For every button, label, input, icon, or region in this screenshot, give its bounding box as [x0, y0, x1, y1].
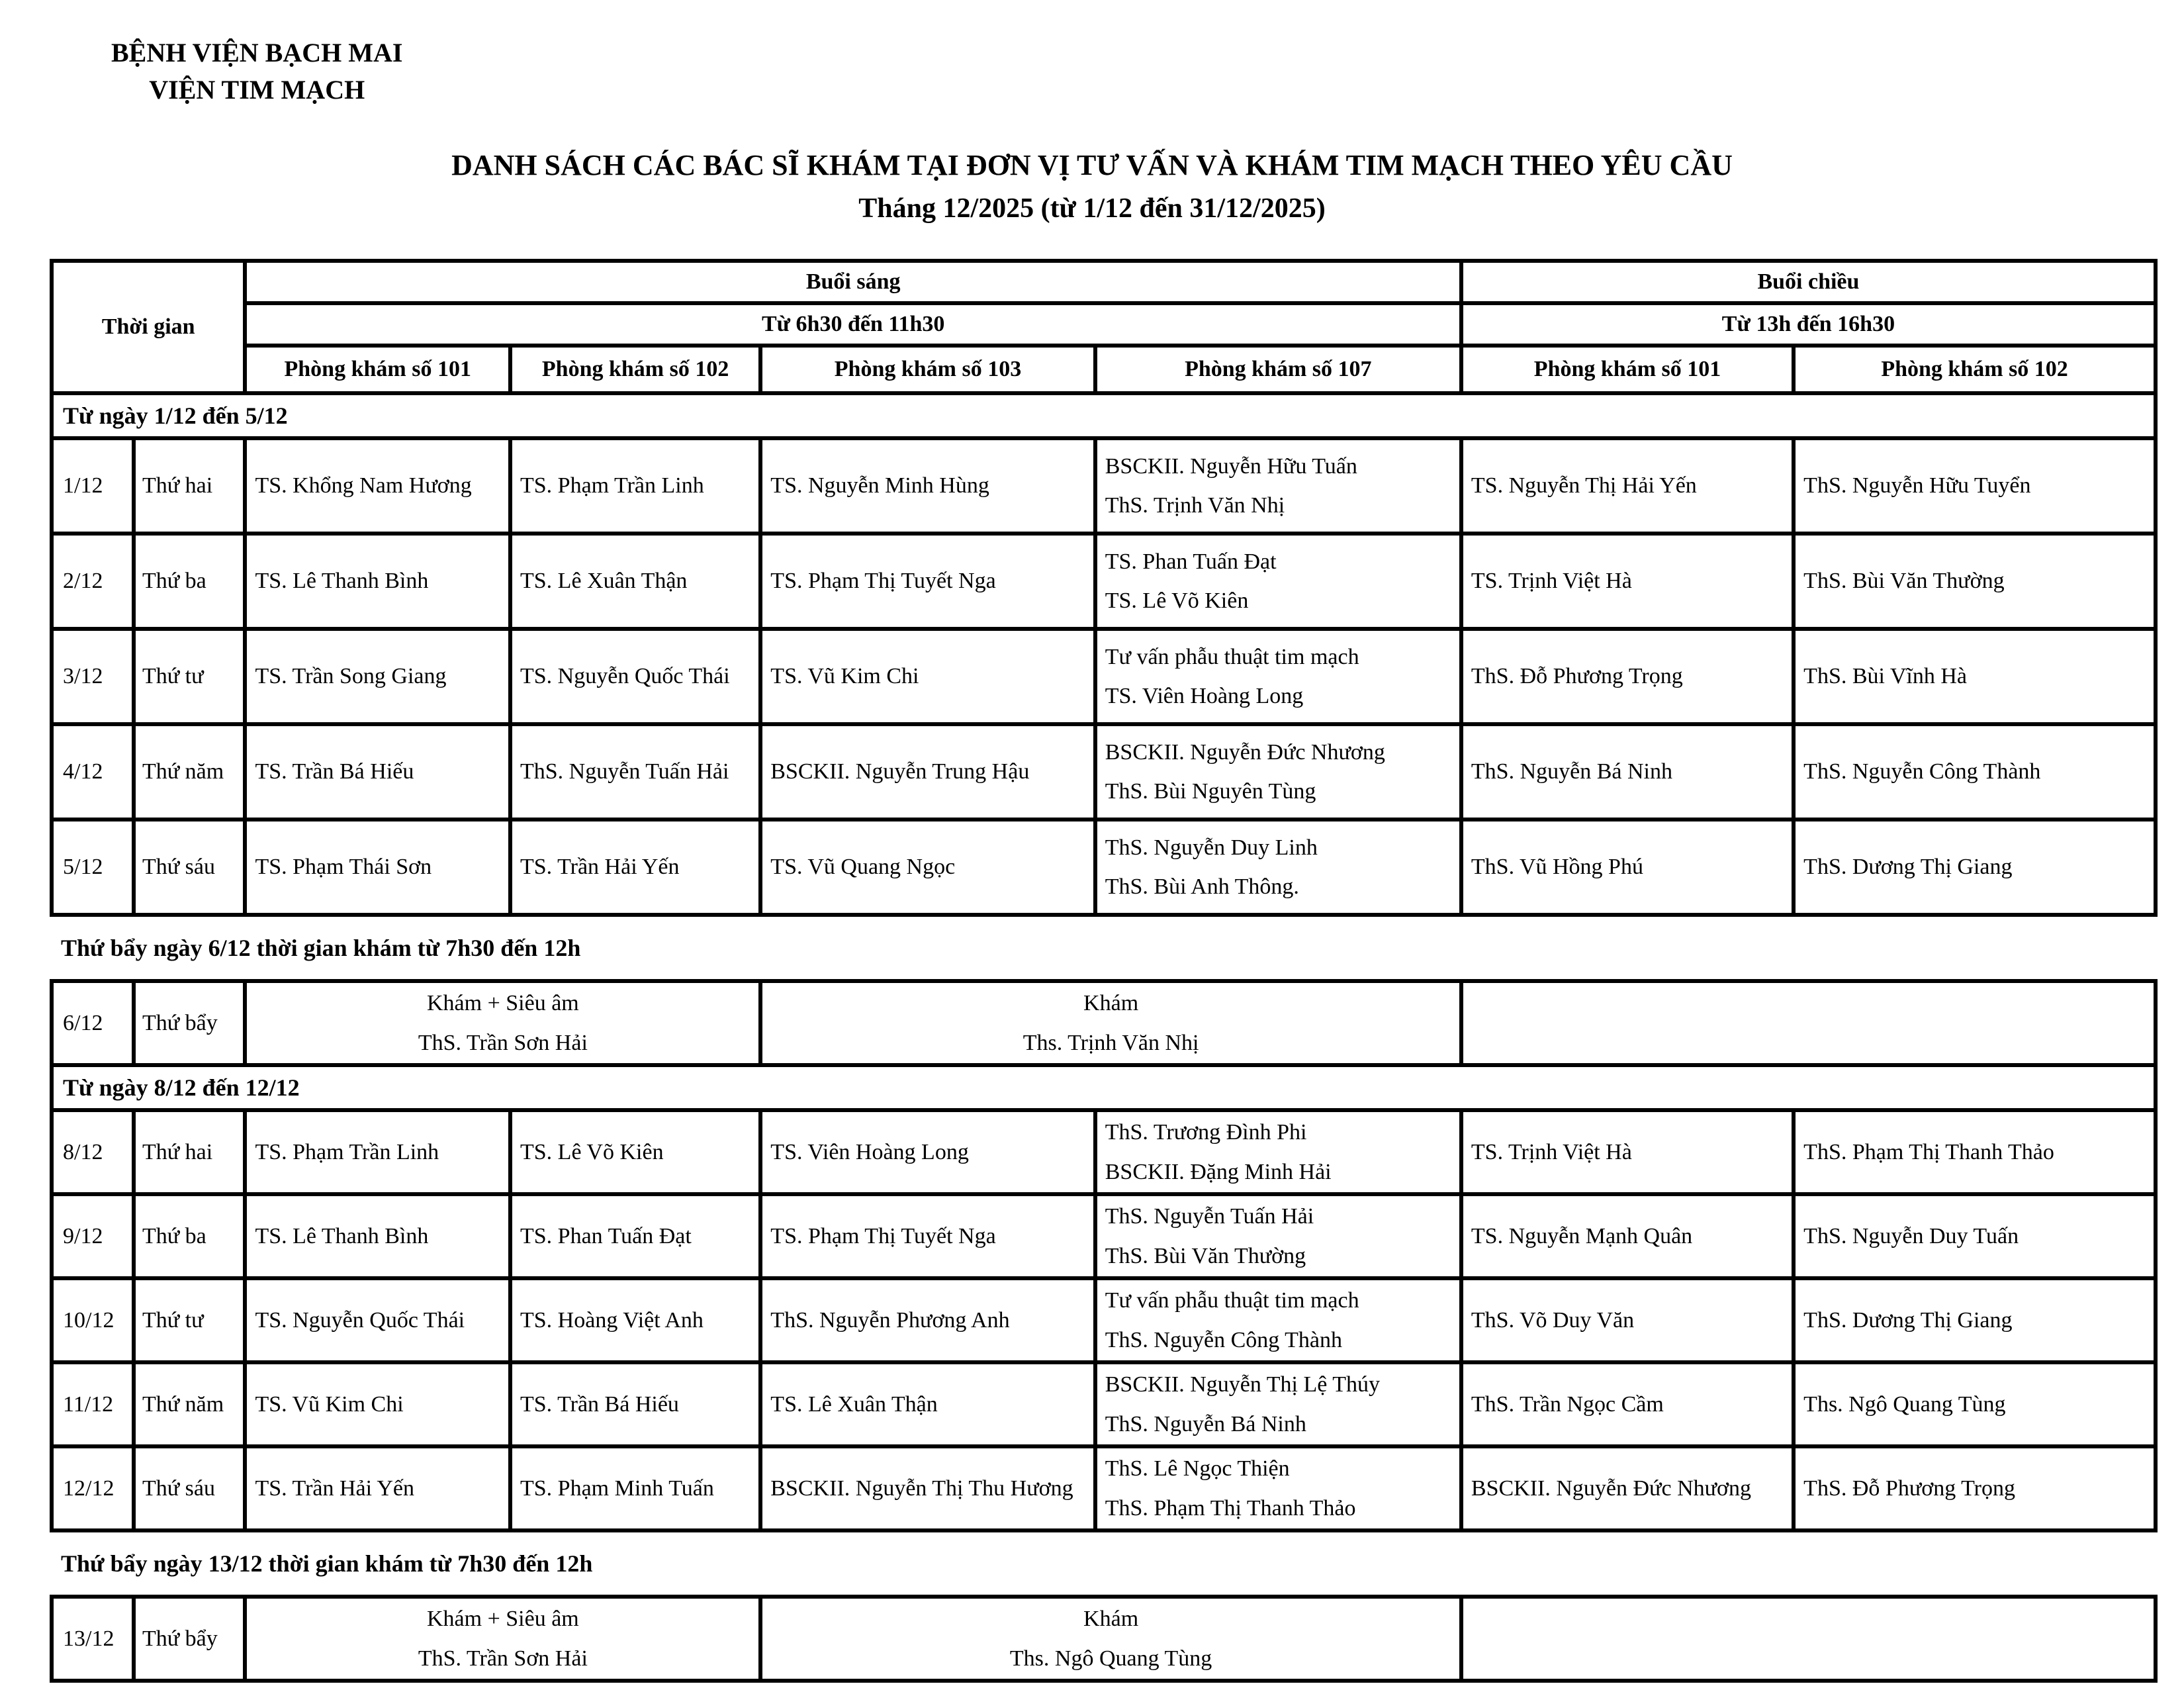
doctor-cell-m107	[1095, 1446, 1461, 1530]
date-cell: 1/12	[52, 438, 134, 534]
doctor-cell-m103: BSCKII. Nguyễn Trung Hậu	[760, 724, 1095, 820]
doctor-cell-a101: BSCKII. Nguyễn Đức Nhương	[1461, 1446, 1794, 1530]
doctor-cell-a102: ThS. Nguyễn Công Thành	[1794, 724, 2156, 820]
table-row	[52, 820, 2156, 915]
room-header-afternoon-101: Phòng khám số 101	[1461, 346, 1794, 393]
doctor-cell-a102: Ths. Ngô Quang Tùng	[1794, 1362, 2156, 1446]
doctor-cell-m103: TS. Vũ Quang Ngọc	[760, 820, 1095, 915]
doctor-cell-m101: TS. Phạm Thái Sơn	[245, 820, 510, 915]
hospital-name: BỆNH VIỆN BẠCH MAI	[111, 38, 403, 68]
day-cell: Thứ năm	[134, 724, 245, 820]
doctor-cell-m101: TS. Trần Song Giang	[245, 629, 510, 724]
date-cell: 9/12	[52, 1194, 134, 1278]
morning-header: Buổi sáng	[245, 261, 1461, 303]
table-row	[52, 724, 2156, 820]
date-cell: 5/12	[52, 820, 134, 915]
doctor-cell-m103: TS. Nguyễn Minh Hùng	[760, 438, 1095, 534]
afternoon-hours: Từ 13h đến 16h30	[1461, 303, 2156, 346]
document-title	[0, 148, 2184, 224]
doctor-cell-m101: TS. Phạm Trần Linh	[245, 1110, 510, 1194]
doctor-cell-m107	[1095, 820, 1461, 915]
service-line: Khám	[1083, 991, 1139, 1015]
doctor-cell-a101: TS. Nguyễn Mạnh Quân	[1461, 1194, 1794, 1278]
day-cell: Thứ hai	[134, 438, 245, 534]
date-cell: 11/12	[52, 1362, 134, 1446]
day-cell: Thứ hai	[134, 1110, 245, 1194]
day-cell: Thứ năm	[134, 1362, 245, 1446]
doctor-cell-m107	[1095, 1194, 1461, 1278]
table-row	[52, 438, 2156, 534]
day-cell: Thứ ba	[134, 534, 245, 629]
doctor-cell-a101: ThS. Võ Duy Văn	[1461, 1278, 1794, 1362]
doctor-cell-m107	[1095, 438, 1461, 534]
date-cell: 6/12	[52, 981, 134, 1065]
doctor-cell-a101: TS. Nguyễn Thị Hải Yến	[1461, 438, 1794, 534]
doctor-line: ThS. Bùi Văn Thường	[1105, 1243, 1306, 1268]
doctor-cell-m102: TS. Hoàng Việt Anh	[510, 1278, 760, 1362]
doctor-line: TS. Phan Tuấn Đạt	[1105, 549, 1277, 574]
saturday-row	[52, 981, 2156, 1065]
doctor-cell-m101: TS. Trần Bá Hiếu	[245, 724, 510, 820]
doctor-line: BSCKII. Nguyễn Đức Nhương	[1105, 739, 1385, 765]
section-band-row	[52, 393, 2156, 438]
doctor-line: ThS. Trần Sơn Hải	[418, 1646, 588, 1671]
doctor-cell-m107	[1095, 724, 1461, 820]
doctor-cell-a102: ThS. Bùi Vĩnh Hà	[1794, 629, 2156, 724]
schedule-table-week2	[50, 979, 2158, 1532]
doctor-line: ThS. Trịnh Văn Nhị	[1105, 493, 1285, 518]
doctor-line: ThS. Nguyễn Tuấn Hải	[1105, 1204, 1314, 1229]
doctor-cell-m101: TS. Khổng Nam Hương	[245, 438, 510, 534]
doctor-cell-m101: TS. Trần Hải Yến	[245, 1446, 510, 1530]
doctor-cell-m102: TS. Trần Hải Yến	[510, 820, 760, 915]
schedule-table-saturday-13	[50, 1595, 2158, 1683]
exam-ultrasound-cell	[245, 1597, 760, 1681]
doctor-cell-m101: TS. Lê Thanh Bình	[245, 534, 510, 629]
table-row	[52, 1446, 2156, 1530]
doctor-line: Ths. Ngô Quang Tùng	[1009, 1646, 1212, 1671]
page-title: DANH SÁCH CÁC BÁC SĨ KHÁM TẠI ĐƠN VỊ TƯ VẤN VÀ KHÁM TIM MẠCH THEO YÊU CẦU	[451, 149, 1733, 181]
day-cell: Thứ tư	[134, 629, 245, 724]
doctor-cell-m103: TS. Viên Hoàng Long	[760, 1110, 1095, 1194]
table-row	[52, 1110, 2156, 1194]
doctor-cell-m102: TS. Phạm Minh Tuấn	[510, 1446, 760, 1530]
afternoon-header: Buổi chiều	[1461, 261, 2156, 303]
doctor-cell-m107	[1095, 1110, 1461, 1194]
table-row	[52, 1278, 2156, 1362]
doctor-line: BSCKII. Đặng Minh Hải	[1105, 1159, 1332, 1184]
doctor-line: ThS. Trương Đình Phi	[1105, 1120, 1307, 1145]
doctor-cell-m107	[1095, 1278, 1461, 1362]
date-cell: 10/12	[52, 1278, 134, 1362]
doctor-cell-a101: ThS. Vũ Hồng Phú	[1461, 820, 1794, 915]
service-line: Khám	[1083, 1607, 1139, 1631]
doctor-line: ThS. Phạm Thị Thanh Thảo	[1105, 1495, 1356, 1521]
exam-cell	[760, 981, 1461, 1065]
doctor-line: ThS. Bùi Nguyên Tùng	[1105, 779, 1316, 804]
doctor-cell-m103: TS. Lê Xuân Thận	[760, 1362, 1095, 1446]
date-cell: 12/12	[52, 1446, 134, 1530]
saturday-heading-13-12: Thứ bẩy ngày 13/12 thời gian khám từ 7h30 đến 12h	[61, 1550, 593, 1577]
doctor-line: Tư vấn phẫu thuật tim mạch	[1105, 644, 1359, 669]
date-cell: 13/12	[52, 1597, 134, 1681]
day-cell: Thứ sáu	[134, 1446, 245, 1530]
saturday-heading-6-12: Thứ bẩy ngày 6/12 thời gian khám từ 7h30 đến 12h	[61, 935, 581, 961]
doctor-cell-m107	[1095, 629, 1461, 724]
room-header-morning-103: Phòng khám số 103	[760, 346, 1095, 393]
saturday-row	[52, 1597, 2156, 1681]
doctor-cell-m107	[1095, 1362, 1461, 1446]
doctor-cell-m102: TS. Phạm Trần Linh	[510, 438, 760, 534]
day-cell: Thứ bẩy	[134, 1597, 245, 1681]
organization-header	[111, 34, 402, 109]
room-header-morning-102: Phòng khám số 102	[510, 346, 760, 393]
afternoon-empty-cell	[1461, 981, 2156, 1065]
doctor-line: ThS. Nguyễn Công Thành	[1105, 1327, 1342, 1352]
doctor-cell-a101: ThS. Đỗ Phương Trọng	[1461, 629, 1794, 724]
doctor-cell-a102: ThS. Đỗ Phương Trọng	[1794, 1446, 2156, 1530]
header-row-hours	[52, 303, 2156, 346]
morning-hours: Từ 6h30 đến 11h30	[245, 303, 1461, 346]
room-header-afternoon-102: Phòng khám số 102	[1794, 346, 2156, 393]
doctor-line: TS. Viên Hoàng Long	[1105, 684, 1304, 708]
time-header: Thời gian	[52, 261, 245, 393]
doctor-cell-m103: TS. Phạm Thị Tuyết Nga	[760, 1194, 1095, 1278]
room-header-morning-107: Phòng khám số 107	[1095, 346, 1461, 393]
doctor-cell-m102: TS. Trần Bá Hiếu	[510, 1362, 760, 1446]
date-cell: 3/12	[52, 629, 134, 724]
date-cell: 8/12	[52, 1110, 134, 1194]
doctor-line: ThS. Nguyễn Duy Linh	[1105, 835, 1318, 860]
doctor-cell-a102: ThS. Nguyễn Hữu Tuyển	[1794, 438, 2156, 534]
section-band-week2: Từ ngày 8/12 đến 12/12	[52, 1065, 2156, 1110]
doctor-line: ThS. Trần Sơn Hải	[418, 1030, 588, 1055]
doctor-cell-a102: ThS. Bùi Văn Thường	[1794, 534, 2156, 629]
section-band-row	[52, 1065, 2156, 1110]
table-row	[52, 534, 2156, 629]
doctor-cell-a101: TS. Trịnh Việt Hà	[1461, 534, 1794, 629]
doctor-line: TS. Lê Võ Kiên	[1105, 588, 1249, 613]
institute-name: VIỆN TIM MẠCH	[149, 75, 365, 105]
doctor-cell-m101: TS. Vũ Kim Chi	[245, 1362, 510, 1446]
doctor-cell-a101: ThS. Trần Ngọc Cầm	[1461, 1362, 1794, 1446]
header-row-session	[52, 261, 2156, 303]
doctor-line: BSCKII. Nguyễn Hữu Tuấn	[1105, 453, 1357, 479]
doctor-cell-a102: ThS. Nguyễn Duy Tuấn	[1794, 1194, 2156, 1278]
doctor-cell-m101: TS. Nguyễn Quốc Thái	[245, 1278, 510, 1362]
doctor-cell-m103: TS. Vũ Kim Chi	[760, 629, 1095, 724]
doctor-cell-m102: TS. Phan Tuấn Đạt	[510, 1194, 760, 1278]
table-row	[52, 1194, 2156, 1278]
doctor-line: ThS. Nguyễn Bá Ninh	[1105, 1411, 1306, 1436]
page-subtitle: Tháng 12/2025 (từ 1/12 đến 31/12/2025)	[858, 193, 1326, 224]
date-cell: 2/12	[52, 534, 134, 629]
doctor-cell-a101: ThS. Nguyễn Bá Ninh	[1461, 724, 1794, 820]
doctor-cell-m102: TS. Lê Xuân Thận	[510, 534, 760, 629]
doctor-cell-m102: TS. Nguyễn Quốc Thái	[510, 629, 760, 724]
doctor-cell-a102: ThS. Dương Thị Giang	[1794, 820, 2156, 915]
doctor-cell-m102: ThS. Nguyễn Tuấn Hải	[510, 724, 760, 820]
day-cell: Thứ sáu	[134, 820, 245, 915]
doctor-line: ThS. Lê Ngọc Thiện	[1105, 1456, 1290, 1481]
doctor-cell-m102: TS. Lê Võ Kiên	[510, 1110, 760, 1194]
doctor-line: Ths. Trịnh Văn Nhị	[1023, 1030, 1199, 1055]
doctor-line: Tư vấn phẫu thuật tim mạch	[1105, 1288, 1359, 1313]
room-header-morning-101: Phòng khám số 101	[245, 346, 510, 393]
doctor-cell-m103: ThS. Nguyễn Phương Anh	[760, 1278, 1095, 1362]
doctor-cell-a101: TS. Trịnh Việt Hà	[1461, 1110, 1794, 1194]
doctor-cell-m103: TS. Phạm Thị Tuyết Nga	[760, 534, 1095, 629]
doctor-cell-m103: BSCKII. Nguyễn Thị Thu Hương	[760, 1446, 1095, 1530]
table-row	[52, 1362, 2156, 1446]
day-cell: Thứ bẩy	[134, 981, 245, 1065]
doctor-cell-m101: TS. Lê Thanh Bình	[245, 1194, 510, 1278]
service-line: Khám + Siêu âm	[427, 991, 579, 1015]
section-band-week1: Từ ngày 1/12 đến 5/12	[52, 393, 2156, 438]
service-line: Khám + Siêu âm	[427, 1607, 579, 1631]
date-cell: 4/12	[52, 724, 134, 820]
doctor-cell-a102: ThS. Phạm Thị Thanh Thảo	[1794, 1110, 2156, 1194]
doctor-line: BSCKII. Nguyễn Thị Lệ Thúy	[1105, 1372, 1380, 1397]
header-row-rooms	[52, 346, 2156, 393]
table-row	[52, 629, 2156, 724]
doctor-line: ThS. Bùi Anh Thông.	[1105, 874, 1299, 899]
exam-cell	[760, 1597, 1461, 1681]
day-cell: Thứ tư	[134, 1278, 245, 1362]
schedule-table-week1	[50, 259, 2158, 917]
day-cell: Thứ ba	[134, 1194, 245, 1278]
doctor-cell-a102: ThS. Dương Thị Giang	[1794, 1278, 2156, 1362]
doctor-cell-m107	[1095, 534, 1461, 629]
exam-ultrasound-cell	[245, 981, 760, 1065]
afternoon-empty-cell	[1461, 1597, 2156, 1681]
